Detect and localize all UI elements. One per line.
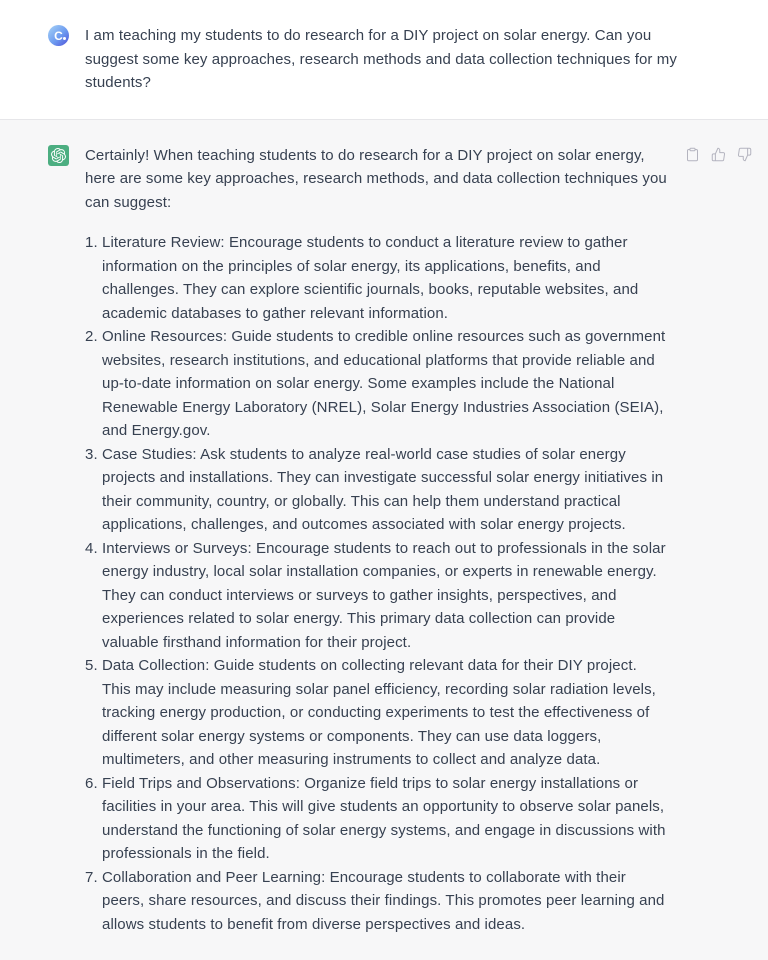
list-item: 6. Field Trips and Observations: Organize field trips to solar energy installations or facilities in your area. This will give students an opportunity to observe solar panels, understand the functioning of solar energy systems, and engage in discussions with professionals in the field. bbox=[102, 772, 669, 866]
list-item: 1. Literature Review: Encourage students to conduct a literature review to gather information on the principles of solar energy, its applications, benefits, and challenges. They can explore scientific journals, books, reputable websites, and academic databases to gather relevant information. bbox=[102, 231, 669, 325]
user-avatar-letter: C bbox=[54, 29, 63, 43]
thumbs-down-button[interactable] bbox=[737, 147, 752, 162]
thumbs-up-icon bbox=[711, 150, 726, 165]
openai-logo-icon bbox=[51, 148, 66, 163]
list-item: 4. Interviews or Surveys: Encourage students to reach out to professionals in the solar energy industry, local solar installation companies, or experts in renewable energy. They can conduct interviews or surveys to gather insights, perspectives, and experiences related to solar energy. This primary data collection can provide valuable firsthand information for their project. bbox=[102, 537, 669, 655]
list-item: 7. Collaboration and Peer Learning: Encourage students to collaborate with their peers, share resources, and discuss their findings. This promotes peer learning and allows students to benefit from diverse perspectives and ideas. bbox=[102, 866, 669, 937]
assistant-intro-text: Certainly! When teaching students to do research for a DIY project on solar energy, here are some key approaches, research methods, and data collection techniques you can suggest: bbox=[85, 144, 669, 215]
list-item: 5. Data Collection: Guide students on collecting relevant data for their DIY project. This may include measuring solar panel efficiency, recording solar radiation levels, tracking energy production, or conducting experiments to test the effectiveness of different solar energy systems or components. They can use data loggers, multimeters, and other measuring instruments to collect and analyze data. bbox=[102, 654, 669, 772]
thumbs-up-button[interactable] bbox=[711, 147, 726, 162]
user-message-text: I am teaching my students to do research for a DIY project on solar energy. Can you suggest some key approaches, research methods and data collection techniques for my students? bbox=[85, 24, 685, 95]
list-item: 2. Online Resources: Guide students to credible online resources such as government websites, research institutions, and educational platforms that provide reliable and up-to-date information on solar energy. Some examples include the National Renewable Energy Laboratory (NREL), Solar Energy Industries Association (SEIA), and Energy.gov. bbox=[102, 325, 669, 443]
user-avatar bbox=[48, 25, 69, 46]
user-message-section bbox=[0, 0, 768, 119]
thumbs-down-icon bbox=[737, 150, 752, 165]
assistant-message-section bbox=[0, 119, 768, 960]
message-actions bbox=[685, 144, 752, 162]
list-item: 3. Case Studies: Ask students to analyze real-world case studies of solar energy projects and installations. They can investigate successful solar energy initiatives in their community, country, or globally. This can help them understand practical applications, challenges, and outcomes associated with solar energy projects. bbox=[102, 443, 669, 537]
assistant-avatar bbox=[48, 145, 69, 166]
suggestion-list bbox=[85, 231, 669, 936]
user-avatar-dot bbox=[63, 37, 66, 40]
copy-icon bbox=[685, 150, 700, 165]
copy-button[interactable] bbox=[685, 147, 700, 162]
